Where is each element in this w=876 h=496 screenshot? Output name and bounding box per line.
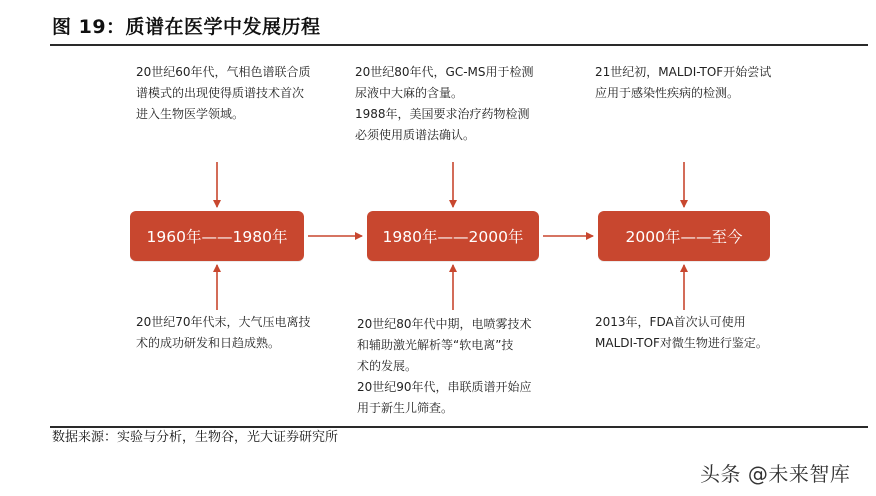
stage-2-bottom-note-line: 20世纪90年代，串联质谱开始应 (357, 380, 532, 394)
stage-3-bottom-note (595, 312, 768, 354)
stage-2-bottom-note-line: 用于新生儿筛查。 (357, 401, 454, 415)
figure-source: 数据来源：实验与分析，生物谷，光大证券研究所 (52, 430, 339, 445)
stage-2-bottom-note-line: 20世纪80年代中期，电喷雾技术 (357, 317, 532, 331)
stage-1-top-note-line: 20世纪60年代，气相色谱联合质 (136, 65, 311, 79)
stage-3-bottom-note-line: MALDI-TOF对微生物进行鉴定。 (595, 336, 768, 350)
stage-1-box: 1960年——1980年 (130, 211, 304, 261)
stage-1-top-note-line: 谱模式的出现使得质谱技术首次 (136, 86, 305, 100)
stage-1-top-note (136, 62, 311, 125)
stage-1-top-note-line: 进入生物医学领域。 (136, 107, 245, 121)
stage-1-bottom-note-line: 20世纪70年代末，大气压电离技 (136, 315, 311, 329)
stage-1-bottom-note (136, 312, 311, 354)
watermark: 头条 @未来智库 (700, 462, 851, 486)
stage-3-top-note-line: 21世纪初，MALDI-TOF开始尝试 (595, 65, 772, 79)
stage-3-box: 2000年——至今 (598, 211, 770, 261)
stage-2-top-note-line: 尿液中大麻的含量。 (355, 86, 464, 100)
stage-1-bottom-note-line: 术的成功研发和日趋成熟。 (136, 336, 281, 350)
top-rule (50, 44, 868, 46)
stage-3-bottom-note-line: 2013年，FDA首次认可使用 (595, 315, 746, 329)
stage-2-top-note-line: 必须使用质谱法确认。 (355, 128, 476, 142)
stage-3-top-note (595, 62, 771, 104)
stage-2-bottom-note (357, 314, 532, 419)
figure-title: 图 19：质谱在医学中发展历程 (52, 16, 321, 38)
stage-2-bottom-note-line: 和辅助激光解析等“软电离”技 (357, 338, 514, 352)
stage-2-top-note (355, 62, 534, 146)
stage-2-top-note-line: 20世纪80年代，GC-MS用于检测 (355, 65, 534, 79)
stage-2-top-note-line: 1988年，美国要求治疗药物检测 (355, 107, 530, 121)
stage-3-top-note-line: 应用于感染性疾病的检测。 (595, 86, 740, 100)
stage-2-bottom-note-line: 术的发展。 (357, 359, 418, 373)
stage-2-box: 1980年——2000年 (367, 211, 539, 261)
